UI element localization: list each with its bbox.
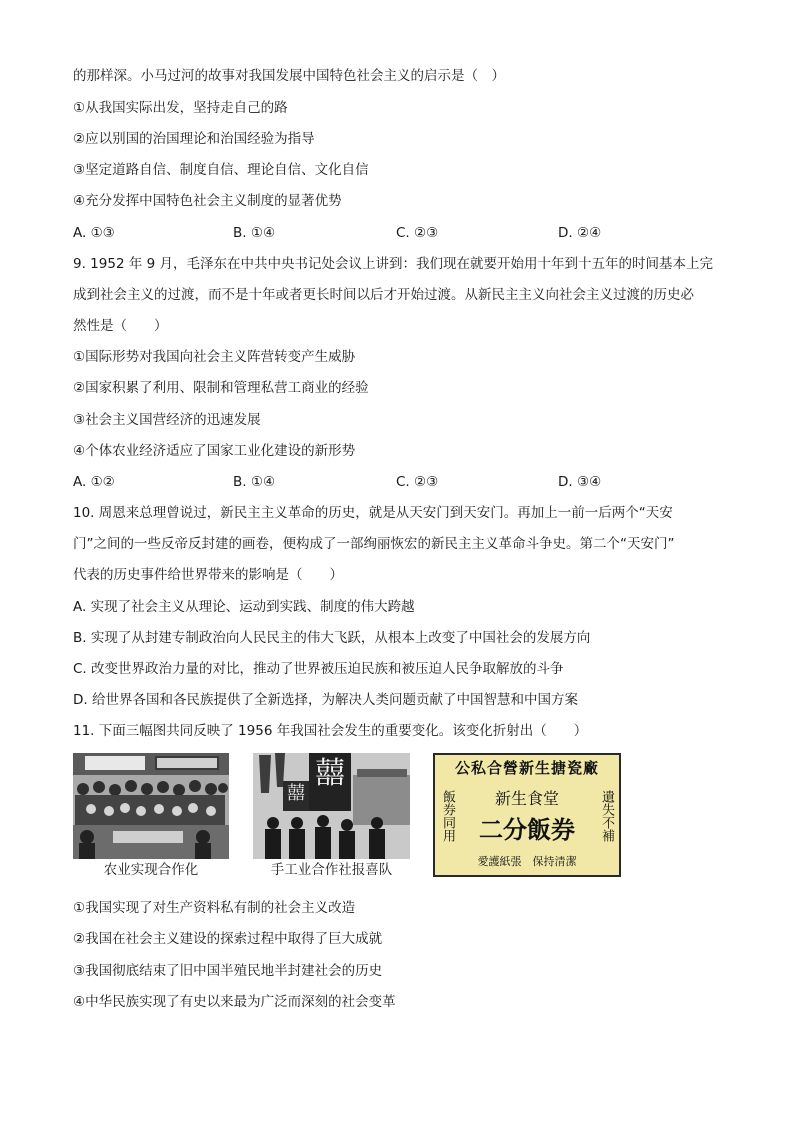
q11-item-4: ④中华民族实现了有史以来最为广泛而深刻的社会变革 — [73, 994, 396, 1010]
q10-choice-c: C. 改变世界政治力量的对比，推动了世界被压迫民族和被压迫人民争取解放的斗争 — [73, 661, 564, 677]
q11-stem: 11. 下面三幅图共同反映了 1956 年我国社会发生的重要变化。该变化折射出（ ） — [73, 723, 588, 739]
q8-choice-c: C. ②③ — [396, 225, 439, 241]
caption-handicraft-parade: 手工业合作社报喜队 — [270, 862, 393, 878]
q10-choice-b: B. 实现了从封建专制政治向人民民主的伟大飞跃，从根本上改变了中国社会的发展方向 — [73, 630, 591, 646]
q10-choice-d: D. 给世界各国和各民族提供了全新选择，为解决人类问题贡献了中国智慧和中国方案 — [73, 692, 578, 708]
photo-agricultural-cooperative-art — [73, 753, 229, 859]
q10-stem-line-2: 门”之间的一些反帝反封建的画卷，便构成了一部绚丽恢宏的新民主主义革命斗争史。第二个“天安门” — [73, 536, 675, 552]
q9-stem-line-1: 9. 1952 年 9 月，毛泽东在中共中央书记处会议上讲到：我们现在就要开始用十年到十五年的时间基本上完 — [73, 256, 713, 272]
q8-choice-d: D. ②④ — [558, 225, 602, 241]
q9-item-1: ①国际形势对我国向社会主义阵营转变产生威胁 — [73, 349, 356, 365]
q8-item-1: ①从我国实际出发，坚持走自己的路 — [73, 100, 288, 116]
q10-choice-a: A. 实现了社会主义从理论、运动到实践、制度的伟大跨越 — [73, 599, 415, 615]
photo-agricultural-cooperative — [73, 753, 229, 859]
q8-choice-a: A. ①③ — [73, 225, 115, 241]
q9-item-3: ③社会主义国营经济的迅速发展 — [73, 412, 261, 428]
q11-item-3: ③我国彻底结束了旧中国半殖民地半封建社会的历史 — [73, 963, 383, 979]
q10-stem-line-1: 10. 周恩来总理曾说过，新民主主义革命的历史，就是从天安门到天安门。再加上一前一后两个“天安 — [73, 505, 673, 521]
q11-item-2: ②我国在社会主义建设的探索过程中取得了巨大成就 — [73, 931, 383, 947]
q10-stem-line-3: 代表的历史事件给世界带来的影响是（ ） — [73, 567, 343, 583]
photo-handicraft-parade — [253, 753, 410, 859]
ticket-left-text: 飯券同用 — [440, 790, 455, 842]
ticket-title: 公私合營新生搪瓷廠 — [454, 759, 599, 777]
q9-choice-b: B. ①④ — [233, 474, 276, 490]
ticket-footer: 愛護紙張 保持清潔 — [477, 855, 577, 868]
q9-item-4: ④个体农业经济适应了国家工业化建设的新形势 — [73, 443, 356, 459]
q8-choice-b: B. ①④ — [233, 225, 276, 241]
ticket-value: 二分飯券 — [479, 815, 575, 844]
q8-item-4: ④充分发挥中国特色社会主义制度的显著优势 — [73, 193, 342, 209]
q9-stem-line-2: 成到社会主义的过渡，而不是十年或者更长时间以后才开始过渡。从新民主主义向社会主义过渡的历史必 — [73, 287, 694, 303]
banner-sign-small: 囍 — [287, 783, 305, 804]
q9-item-2: ②国家积累了利用、限制和管理私营工商业的经验 — [73, 380, 369, 396]
ticket-right-text: 遺失不補 — [599, 790, 614, 842]
q9-stem-line-3: 然性是（ ） — [73, 318, 168, 334]
caption-agricultural-cooperative: 农业实现合作化 — [103, 862, 199, 878]
q8-item-3: ③坚定道路自信、制度自信、理论自信、文化自信 — [73, 162, 369, 178]
q8-item-2: ②应以别国的治国理论和治国经验为指导 — [73, 131, 315, 147]
q8-stem: 的那样深。小马过河的故事对我国发展中国特色社会主义的启示是（ ） — [73, 68, 505, 84]
ticket-canteen-name: 新生食堂 — [494, 789, 559, 808]
q9-choice-c: C. ②③ — [396, 474, 439, 490]
meal-ticket — [433, 753, 621, 877]
q9-choice-d: D. ③④ — [558, 474, 602, 490]
q11-item-1: ①我国实现了对生产资料私有制的社会主义改造 — [73, 900, 356, 916]
banner-sign-main: 囍 — [315, 756, 345, 791]
q9-choice-a: A. ①② — [73, 474, 115, 490]
